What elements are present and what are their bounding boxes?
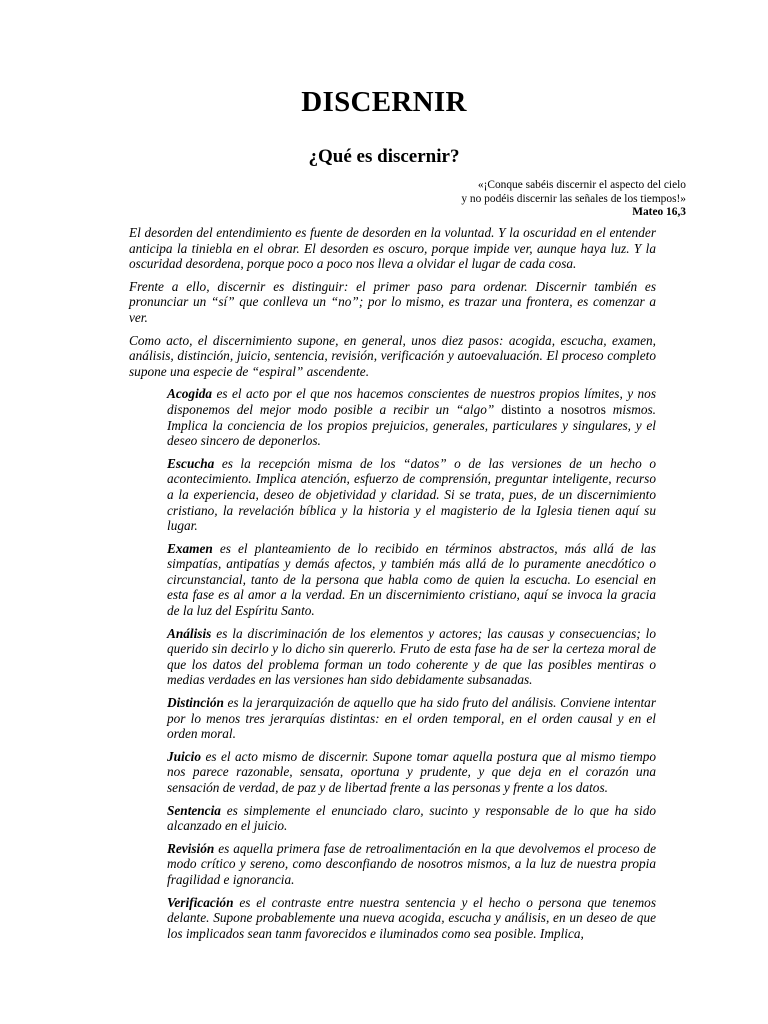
step-term: Revisión [167, 840, 215, 856]
epigraph [266, 179, 686, 220]
step-text: es aquella primera fase de retroalimentación en la que devolvemos el proceso de modo crítico y sereno, como desconfiando de nosotros mismos, a la luz de nuestra propia fragilidad e ignorancia. [167, 840, 656, 887]
step-text: es el planteamiento de lo recibido en términos abstractos, más allá de las simpatías, antipatías y demás afectos, y también más allá de lo puramente anecdótico o circunstancial, tanto de la persona que habla como de quien la escucha. Lo esencial en esta fase es al amor a la verdad. En un discernimiento cristiano, aquí se invoca la gracia de la luz del Espíritu Santo. [167, 540, 656, 619]
document-body [129, 225, 656, 948]
step-paragraph [167, 386, 656, 448]
step-paragraph [167, 541, 656, 619]
epigraph-reference: Mateo 16,3 [632, 206, 686, 218]
step-text-upright: distinto a nosotros [494, 401, 606, 417]
step-paragraph [167, 841, 656, 888]
step-text: es la discriminación de los elementos y actores; las causas y consecuencias; lo querido sin decirlo y lo dicho sin quererlo. Fruto de esta fase ha de ser la certeza moral de que los datos del problema forman un todo coherente y de que las posibles mentiras o medias verdades en las versiones han sido debidamente subsanadas. [167, 625, 656, 688]
step-text: es el contraste entre nuestra sentencia y el hecho o persona que tenemos delante. Supone probablemente una nueva acogida, escucha y análisis, en un deseo de que los implicados sean tanm favorecidos e iluminados como sea posible. Implica, [167, 894, 656, 941]
step-paragraph [167, 695, 656, 742]
step-term: Escucha [167, 455, 215, 471]
step-term: Análisis [167, 625, 212, 641]
intro-paragraph: Como acto, el discernimiento supone, en general, unos diez pasos: acogida, escucha, examen, análisis, distinción, juicio, sentencia, revisión, verificación y autoevaluación. El proceso completo supone una especie de “espiral” ascendente. [129, 332, 656, 379]
intro-paragraph: Frente a ello, discernir es distinguir: el primer paso para ordenar. Discernir también es pronunciar un “sí” que conlleva un “no”; por lo mismo, es trazar una frontera, es comenzar a ver. [129, 278, 656, 325]
document-subtitle: ¿Qué es discernir? [308, 146, 460, 167]
step-term: Juicio [167, 748, 201, 764]
step-term: Examen [167, 540, 213, 556]
step-term: Sentencia [167, 802, 221, 818]
step-term: Distinción [167, 695, 224, 711]
step-text: es el acto mismo de discernir. Supone tomar aquella postura que al mismo tiempo nos parece razonable, sensata, oportuna y prudente, y que deja en el corazón una sensación de verdad, de paz y de libertad frente a las personas y frente a los datos. [167, 748, 656, 795]
epigraph-line: y no podéis discernir las señales de los tiempos!» [461, 192, 686, 205]
step-text: mismos. Implica la conciencia de los propios prejuicios, generales, particulares y singulares, y el deseo sincero de deponerlos. [167, 401, 656, 449]
step-paragraph [167, 895, 656, 942]
step-paragraph [167, 456, 656, 534]
step-text: es la jerarquización de aquello que ha sido fruto del análisis. Conviene intentar por lo menos tres jerarquías distintas: en el orden temporal, en el orden causal y en el orden moral. [167, 695, 656, 742]
step-text: es simplemente el enunciado claro, sucinto y responsable de lo que ha sido alcanzado en el juicio. [167, 802, 656, 834]
steps-list [167, 386, 656, 941]
epigraph-line: «¡Conque sabéis discernir el aspecto del cielo [477, 179, 686, 191]
step-term: Acogida [167, 386, 213, 402]
step-paragraph [167, 749, 656, 796]
step-paragraph [167, 626, 656, 688]
intro-paragraph: El desorden del entendimiento es fuente de desorden en la voluntad. Y la oscuridad en el entender anticipa la tiniebla en el obrar. El desorden es oscuro, porque impide ver, aunque haya luz. Y la oscuridad desordena, porque poco a poco nos lleva a olvidar el lugar de cada cosa. [129, 225, 656, 272]
step-term: Verificación [167, 894, 234, 910]
step-text: es el acto por el que nos hacemos conscientes de nuestros propios límites, y nos disponemos del mejor modo posible a recibir un “algo” [167, 386, 656, 417]
document-title: DISCERNIR [301, 86, 467, 118]
step-paragraph [167, 803, 656, 834]
step-text: es la recepción misma de los “datos” o de las versiones de un hecho o acontecimiento. Implica atención, esfuerzo de comprensión, preguntar inteligente, recurso a la experiencia, deseo de objetividad y claridad. Si se trata, pues, de un discernimiento cristiano, la revelación bíblica y la historia y el magisterio de la Iglesia tienen aquí su lugar. [167, 455, 656, 534]
